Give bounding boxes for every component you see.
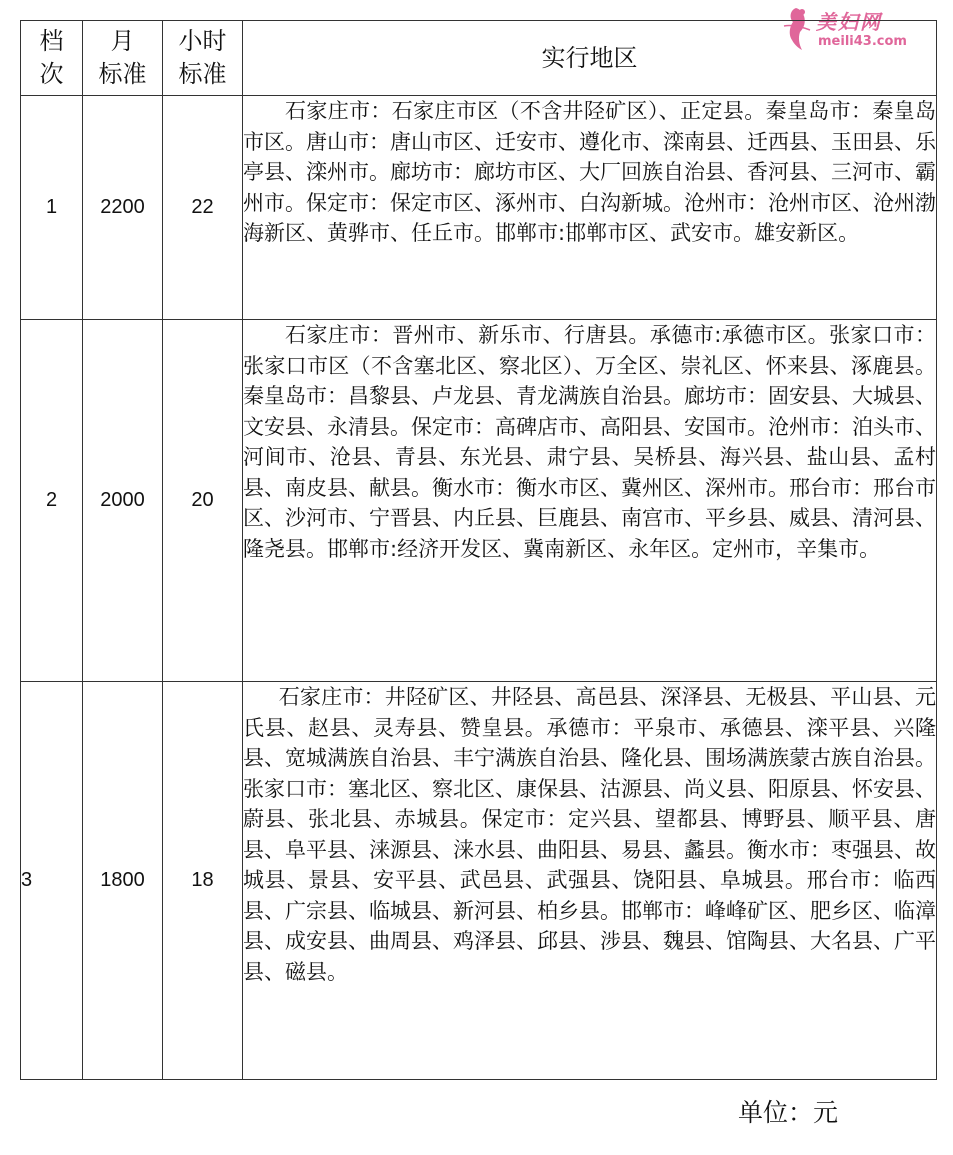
table-row — [21, 682, 937, 1080]
table-row — [21, 96, 937, 320]
grade-cell: 2 — [21, 320, 83, 682]
table-header-row — [21, 21, 937, 96]
region-cell: 石家庄市：晋州市、新乐市、行唐县。承德市:承德市区。张家口市：张家口市区（不含塞北区、察北区）、万全区、崇礼区、怀来县、涿鹿县。秦皇岛市：昌黎县、卢龙县、青龙满族自治县。廊坊市：固安县、大城县、文安县、永清县。保定市：高碑店市、高阳县、安国市。沧州市：泊头市、河间市、沧县、青县、东光县、肃宁县、吴桥县、海兴县、盐山县、孟村县、南皮县、献县。衡水市：衡水市区、冀州区、深州市。邢台市：邢台市区、沙河市、宁晋县、内丘县、巨鹿县、南宫市、平乡县、威县、清河县、隆尧县。邯郸市:经济开发区、冀南新区、永年区。定州市，辛集市。 — [243, 320, 937, 682]
hourly-cell: 22 — [163, 96, 243, 320]
header-grade-line1: 档 — [39, 27, 64, 55]
header-grade-line2: 次 — [39, 60, 64, 88]
header-monthly-line2: 标准 — [98, 60, 147, 88]
region-cell: 石家庄市：井陉矿区、井陉县、高邑县、深泽县、无极县、平山县、元氏县、赵县、灵寿县、赞皇县。承德市：平泉市、承德县、滦平县、兴隆县、宽城满族自治县、丰宁满族自治县、隆化县、围场满族蒙古族自治县。张家口市：塞北区、察北区、康保县、沽源县、尚义县、阳原县、怀安县、蔚县、张北县、赤城县。保定市：定兴县、望都县、博野县、顺平县、唐县、阜平县、涞源县、涞水县、曲阳县、易县、蠡县。衡水市：枣强县、故城县、景县、安平县、武邑县、武强县、饶阳县、阜城县。邢台市：临西县、广宗县、临城县、新河县、柏乡县。邯郸市：峰峰矿区、肥乡区、临漳县、成安县、曲周县、鸡泽县、邱县、涉县、魏县、馆陶县、大名县、广平县、磁县。 — [243, 682, 937, 1080]
watermark-url: meili43.com — [818, 34, 907, 49]
header-monthly-line1: 月 — [110, 27, 135, 55]
monthly-cell: 2000 — [83, 320, 163, 682]
unit-note: 单位：元 — [738, 1098, 839, 1127]
minimum-wage-table — [20, 20, 937, 1080]
watermark-title: 美妇网 — [816, 10, 882, 34]
hourly-cell: 18 — [163, 682, 243, 1080]
monthly-cell: 2200 — [83, 96, 163, 320]
header-hourly-line1: 小时 — [178, 27, 227, 55]
header-hourly-line2: 标准 — [178, 60, 227, 88]
grade-cell: 3 — [21, 682, 83, 1080]
header-region: 实行地区 — [243, 21, 937, 96]
hourly-cell: 20 — [163, 320, 243, 682]
region-cell: 石家庄市：石家庄市区（不含井陉矿区）、正定县。秦皇岛市：秦皇岛市区。唐山市：唐山市区、迁安市、遵化市、滦南县、迁西县、玉田县、乐亭县、滦州市。廊坊市：廊坊市区、大厂回族自治县、香河县、三河市、霸州市。保定市：保定市区、涿州市、白沟新城。沧州市：沧州市区、沧州渤海新区、黄骅市、任丘市。邯郸市:邯郸市区、武安市。雄安新区。 — [243, 96, 937, 320]
monthly-cell: 1800 — [83, 682, 163, 1080]
header-monthly — [83, 21, 163, 96]
header-hourly — [163, 21, 243, 96]
table-row — [21, 320, 937, 682]
grade-cell: 1 — [21, 96, 83, 320]
header-grade — [21, 21, 83, 96]
